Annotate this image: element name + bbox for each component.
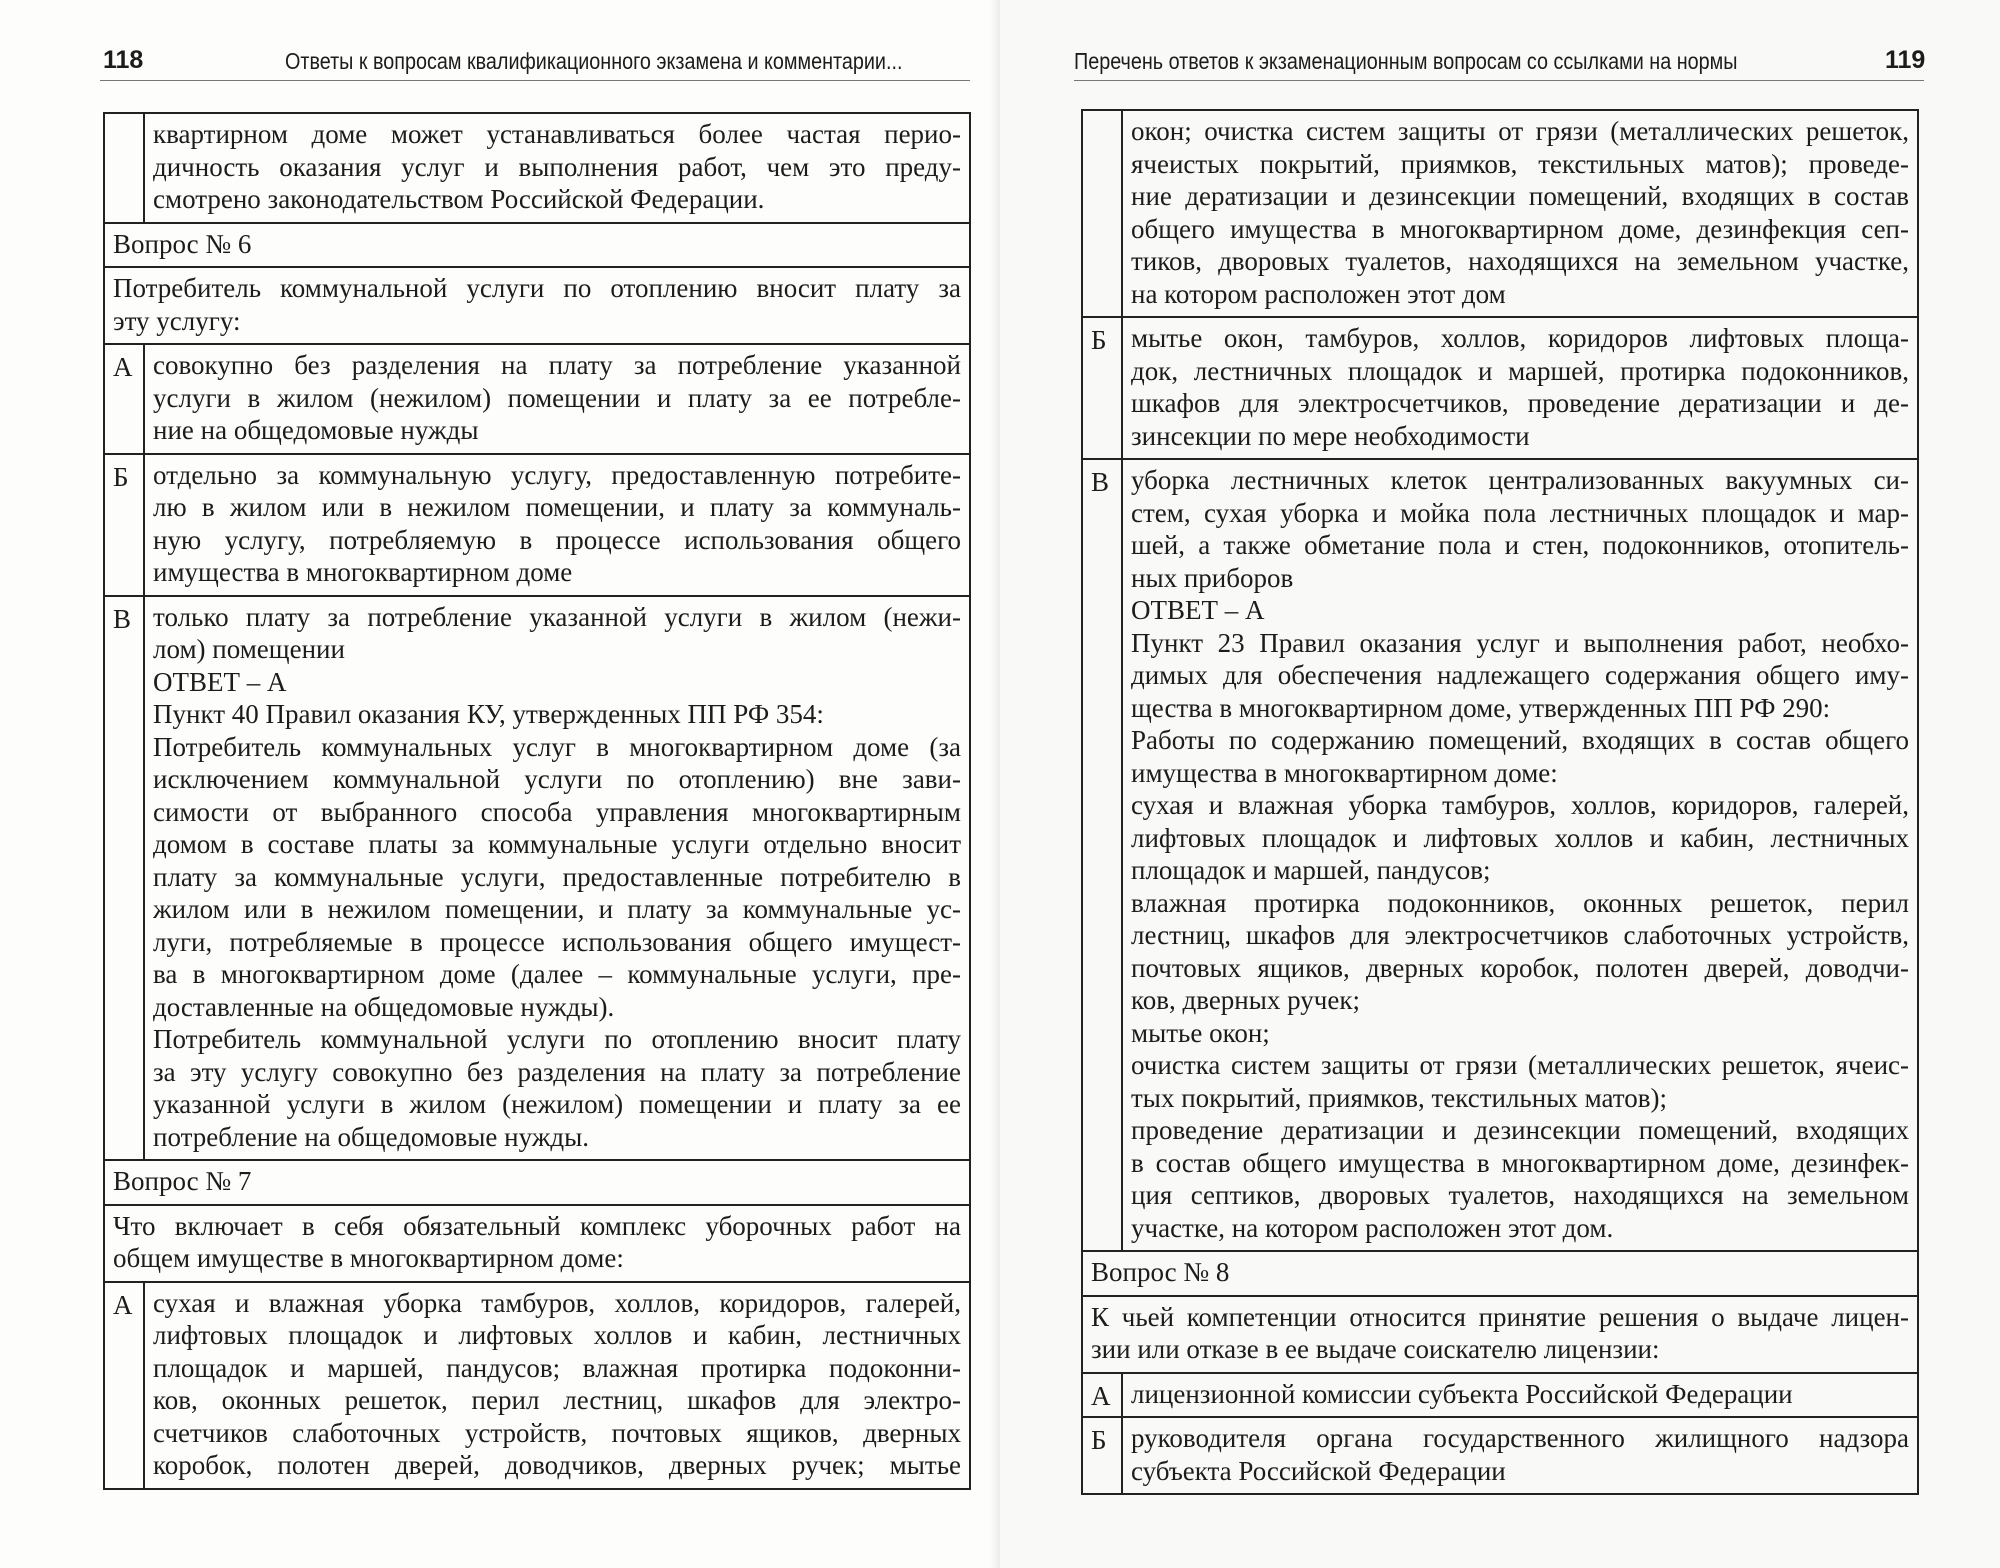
text-line: К чьей компетенции относится принятие решения о выдаче лицен-: [1091, 1301, 1909, 1332]
text-line: ва в многоквартирном доме (далее – коммунальные услуги, пре-: [153, 959, 961, 989]
header-rule: [1074, 80, 1924, 81]
question-text-row: [105, 268, 969, 345]
right-page: [1000, 0, 2000, 1568]
text-line: ние дератизации и дезинсекции помещений, входящих в состав: [1131, 181, 1909, 211]
text-line: ние на общедомовые нужды: [153, 415, 479, 445]
answer-option-row: [105, 597, 969, 1162]
text-line: Потребитель коммунальных услуг в многоквартирном доме (за: [153, 731, 961, 762]
text-line: плату за коммунальные услуги, предоставленные потребителю в: [153, 861, 961, 892]
text-line: окон; очистка систем защиты от грязи (металлических решеток,: [1131, 116, 1909, 146]
cell-text: [1083, 1252, 1917, 1295]
option-letter: [1083, 111, 1123, 316]
text-line: лестниц, шкафов для электросчетчиков слаботочных устройств,: [1131, 920, 1909, 950]
text-line: Потребитель коммунальной услуги по отоплению вносит плату за: [113, 273, 961, 303]
text-line: площадок и маршей, пандусов;: [1131, 855, 1491, 885]
text-line: домом в составе платы за коммунальные услуги отдельно вносит: [153, 829, 961, 859]
text-line: ОТВЕТ – А: [1131, 595, 1265, 625]
text-line: ков, оконных решеток, перил лестниц, шкафов для электро-: [153, 1385, 961, 1415]
answer-option-row: [1083, 1418, 1917, 1495]
cell-text: [145, 1283, 969, 1488]
text-line: Вопрос № 8: [1091, 1257, 1230, 1287]
text-line: дичность оказания услуг и выполнения работ, чем это преду-: [153, 151, 961, 182]
text-line: лом) помещении: [153, 634, 345, 664]
text-line: очистка систем защиты от грязи (металлических решеток, ячеис-: [1131, 1050, 1909, 1080]
text-line: услуги в жилом (нежилом) помещении и плату за ее потребле-: [153, 382, 961, 413]
answer-option-row: [105, 1283, 969, 1490]
question-table: [1081, 109, 1919, 1495]
text-line: имущества в многоквартирном доме: [153, 557, 573, 587]
text-line: указанной услуги в жилом (нежилом) помещении и плату за ее: [153, 1089, 961, 1119]
text-line: Потребитель коммунальной услуги по отоплению вносит плату: [153, 1024, 961, 1054]
text-line: участке, на котором расположен этот дом.: [1131, 1212, 1614, 1243]
text-line: только плату за потребление указанной услуги в жилом (нежи-: [153, 601, 961, 632]
cell-text: [1123, 318, 1917, 458]
cell-text: [105, 224, 969, 267]
option-letter: Б: [1083, 318, 1123, 458]
text-line: тых покрытий, приямков, текстильных матов);: [1131, 1082, 1667, 1113]
text-line: Пункт 40 Правил оказания КУ, утвержденных ПП РФ 354:: [153, 699, 824, 729]
text-line: Вопрос № 7: [113, 1166, 252, 1196]
question-text-row: [105, 1206, 969, 1283]
option-letter: А: [105, 345, 145, 453]
answer-option-row: [1083, 1374, 1917, 1419]
text-line: исключением коммунальной услуги по отоплению) вне зави-: [153, 764, 961, 794]
cell-text: [1083, 1297, 1917, 1372]
answer-option-row: [1083, 111, 1917, 318]
text-line: зинсекции по мере необходимости: [1131, 420, 1530, 451]
text-line: руководителя органа государственного жилищного надзора: [1131, 1423, 1909, 1453]
text-line: щества в многоквартирном доме, утвержденных ПП РФ 290:: [1131, 692, 1831, 723]
text-line: квартирном доме может устанавливаться более частая перио-: [153, 119, 961, 149]
page-number: 119: [1885, 46, 1926, 74]
text-line: ков, дверных ручек;: [1131, 985, 1360, 1015]
text-line: ную услугу, потребляемую в процессе использования общего: [153, 524, 961, 555]
option-letter: А: [1083, 1374, 1123, 1417]
running-head: Ответы к вопросам квалификационного экзамена и комментарии...: [285, 48, 903, 74]
answer-option-row: [105, 114, 969, 224]
text-line: ных приборов: [1131, 562, 1294, 593]
text-line: Пункт 23 Правил оказания услуг и выполнения работ, необхо-: [1131, 627, 1909, 658]
running-head: Перечень ответов к экзаменационным вопросам со ссылками на нормы: [1074, 48, 1738, 74]
text-line: мытье окон, тамбуров, холлов, коридоров лифтовых площа-: [1131, 323, 1909, 353]
text-line: луги, потребляемые в процессе использования общего имущест-: [153, 926, 961, 957]
option-letter: [105, 114, 145, 222]
option-letter: Б: [1083, 1418, 1123, 1493]
text-line: симости от выбранного способа управления многоквартирным: [153, 796, 961, 827]
text-line: шкафов для электросчетчиков, проведение дератизации и де-: [1131, 388, 1909, 418]
cell-text: [1123, 111, 1917, 316]
question-number-row: [1083, 1252, 1917, 1297]
text-line: зии или отказе в ее выдаче соискателю лицензии:: [1091, 1334, 1660, 1364]
cell-text: [105, 1206, 969, 1281]
text-line: димых для обеспечения надлежащего содержания общего иму-: [1131, 660, 1909, 690]
text-line: стем, сухая уборка и мойка пола лестничных площадок и мар-: [1131, 497, 1909, 528]
text-line: общего имущества в многоквартирном доме, дезинфекция сеп-: [1131, 213, 1909, 244]
question-number-row: [105, 224, 969, 269]
text-line: почтовых ящиков, дверных коробок, полотен дверей, доводчи-: [1131, 952, 1909, 983]
answer-option-row: [1083, 318, 1917, 460]
text-line: уборка лестничных клеток централизованных вакуумных си-: [1131, 465, 1909, 495]
text-line: ция септиков, дворовых туалетов, находящихся на земельном: [1131, 1180, 1909, 1210]
answer-option-row: [105, 455, 969, 597]
text-line: коробок, полотен дверей, доводчиков, дверных ручек; мытье: [153, 1450, 961, 1480]
text-line: док, лестничных площадок и маршей, протирка подоконников,: [1131, 355, 1909, 386]
text-line: Что включает в себя обязательный комплекс уборочных работ на: [113, 1210, 961, 1241]
text-line: мытье окон;: [1131, 1017, 1270, 1048]
cell-text: [105, 1161, 969, 1204]
option-letter: А: [105, 1283, 145, 1488]
option-letter: В: [1083, 460, 1123, 1250]
text-line: ячеистых покрытий, приямков, текстильных матов); проведе-: [1131, 148, 1909, 179]
text-line: сухая и влажная уборка тамбуров, холлов, коридоров, галерей,: [1131, 790, 1909, 820]
cell-text: [145, 597, 969, 1160]
cell-text: [105, 268, 969, 343]
answer-option-row: [105, 345, 969, 455]
text-line: Работы по содержанию помещений, входящих в состав общего: [1131, 725, 1909, 755]
text-line: Вопрос № 6: [113, 228, 252, 259]
text-line: сухая и влажная уборка тамбуров, холлов, коридоров, галерей,: [153, 1287, 961, 1318]
question-table: [103, 112, 971, 1490]
header-rule: [100, 80, 970, 81]
cell-text: [1123, 1374, 1917, 1417]
text-line: потребление на общедомовые нужды.: [153, 1121, 590, 1152]
cell-text: [1123, 1418, 1917, 1493]
cell-text: [1123, 460, 1917, 1250]
text-line: за эту услугу совокупно без разделения на плату за потребление: [153, 1056, 961, 1087]
cell-text: [145, 345, 969, 453]
page-number: 118: [103, 46, 144, 74]
text-line: отдельно за коммунальную услугу, предоставленную потребите-: [153, 459, 961, 490]
text-line: влажная протирка подоконников, оконных решеток, перил: [1131, 887, 1909, 918]
cell-text: [145, 114, 969, 222]
text-line: смотрено законодательством Российской Федерации.: [153, 184, 765, 214]
text-line: лю в жилом или в нежилом помещении, и плату за коммуналь-: [153, 492, 961, 522]
text-line: площадок и маршей, пандусов; влажная протирка подоконни-: [153, 1352, 961, 1383]
text-line: лифтовых площадок и лифтовых холлов и кабин, лестничных: [1131, 822, 1909, 853]
option-letter: Б: [105, 455, 145, 595]
text-line: доставленные на общедомовые нужды).: [153, 991, 615, 1022]
text-line: проведение дератизации и дезинсекции помещений, входящих: [1131, 1115, 1909, 1145]
text-line: счетчиков слаботочных устройств, почтовых ящиков, дверных: [153, 1417, 961, 1448]
text-line: на котором расположен этот дом: [1131, 278, 1506, 309]
text-line: эту услугу:: [113, 305, 241, 336]
cell-text: [145, 455, 969, 595]
answer-option-row: [1083, 460, 1917, 1252]
text-line: шей, а также обметание пола и стен, подоконников, отопитель-: [1131, 530, 1909, 560]
text-line: в состав общего имущества в многоквартирном доме, дезинфек-: [1131, 1147, 1909, 1178]
text-line: субъекта Российской Федерации: [1131, 1455, 1506, 1486]
text-line: ОТВЕТ – А: [153, 666, 287, 697]
option-letter: В: [105, 597, 145, 1160]
text-line: совокупно без разделения на плату за потребление указанной: [153, 350, 961, 380]
text-line: жилом или в нежилом помещении, и плату за коммунальные ус-: [153, 894, 961, 924]
text-line: лифтовых площадок и лифтовых холлов и кабин, лестничных: [153, 1320, 961, 1350]
text-line: лицензионной комиссии субъекта Российской Федерации: [1131, 1378, 1793, 1409]
text-line: общем имуществе в многоквартирном доме:: [113, 1243, 624, 1273]
text-line: тиков, дворовых туалетов, находящихся на земельном участке,: [1131, 246, 1909, 276]
question-number-row: [105, 1161, 969, 1206]
question-text-row: [1083, 1297, 1917, 1374]
text-line: имущества в многоквартирном доме:: [1131, 757, 1558, 788]
